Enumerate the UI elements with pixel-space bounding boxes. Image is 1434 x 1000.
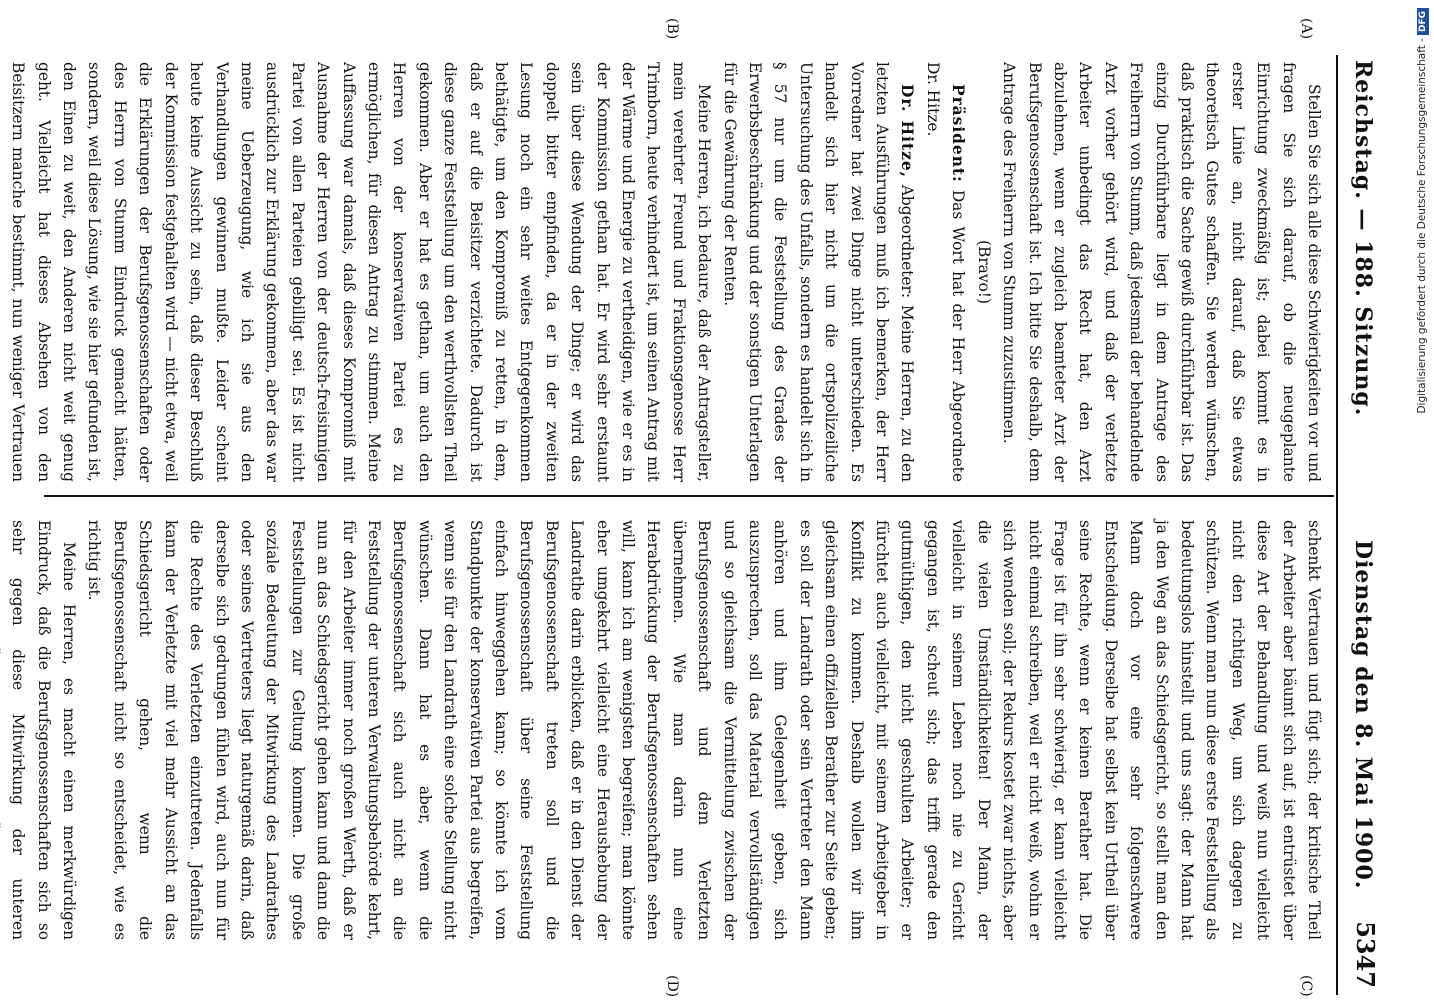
margin-marker-c: (C) — [1298, 975, 1314, 997]
paragraph-text: Das Wort hat der Herr Abgeordnete Dr. Hitze. — [923, 62, 968, 482]
paragraph: Meine Herren, ich bedaure, daß der Antragsteller, mein verehrter Freund und Fraktionsgenosse Herr Trimborn, heute verhindert ist, um seinen Antrag mit der Wärme und Energie zu vertheidigen, wie er es in der Kommission gethan hat. Er wird sehr erstaunt sein über diese Wendung der Dinge; er wird das doppelt bitter empfinden, da er in der zweiten Lesung noch ein sehr weites Entgegenkommen bethätigte, um den Kompromiß zu retten, in dem, daß er auf die Beisitzer verzichtete. Dadurch ist diese ganze Feststellung um den werthvollsten Theil gekommen. Aber er hat es gethan, um auch den Herren von der konservativen Partei es zu ermöglichen, für diesen Antrag zu stimmen. Meine Auffassung war damals, daß dieses Kompromiß mit Ausnahme der Herren von der deutsch-freisinnigen Partei von allen Parteien gebilligt sei. Es ist nicht ausdrücklich zur Erklärung gekommen, aber das war meine Ueberzeugung, wie ich sie aus den Verhandlungen gewinnen mußte. Leider scheint heute keine Aussicht zu sein, daß dieser Beschluß der Kommission festgehalten wird — nicht etwa, weil die Erklärungen der Berufsgenossenschaften oder des Herrn von Stumm Eindruck gemacht hätten, sondern, weil diese Lösung, wie sie hier gefunden ist, den Einen zu weit, den Anderen nicht weit genug geht. Vielleicht hat dieses Absehen von den Beisitzern manche bestimmt, nun weniger Vertrauen — [9, 62, 714, 482]
paragraph: Meine Herren, es macht einen merkwürdigen Eindruck, daß die Berufsgenossenschaften sich so sehr gegen diese Mitwirkung der unteren — [9, 520, 79, 940]
header-session: Reichstag. — 188. Sitzung. — [1350, 60, 1376, 417]
left-column — [0, 62, 1326, 482]
header-date: Dienstag den 8. Mai 1900. — [1350, 540, 1376, 890]
digitization-credit — [1414, 8, 1430, 992]
page-header — [1320, 0, 1410, 1000]
paragraph: Stellen Sie sich alle diese Schwierigkeiten vor und fragen Sie sich darauf, ob die neugeplante Einrichtung zweckmäßig ist; dabei kommt es in erster Linie an, nicht darauf, daß Sie etwas theoretisch Gutes schaffen. Sie werden wünschen, daß praktisch die Sache gewiß durchführbar ist. Das einzig Durchführbare liegt in dem Antrage des Freiherrn von Stumm, daß jedesmal der behandelnde Arzt vorher gehört wird, und daß der verletzte Arbeiter unbedingt das Recht hat, den Arzt abzulehnen, wenn er zugleich beamteter Arzt der Berufsgenossenschaft ist. Ich bitte Sie deshalb, dem Antrage des Freiherrn von Stumm zuzustimmen. — [1000, 62, 1323, 482]
speaker-name: Dr. Hitze, — [898, 84, 917, 179]
paragraph: schenkt Vertrauen und fügt sich; der kritische Theil der Arbeiter aber bäumt sich auf, ist entrüstet über diese Art der Behandlung und weiß nun vielleicht nicht den richtigen Weg, um sich dagegen zu schützen. Wenn man nun diese erste Feststellung als bedeutungslos hinstellt und uns sagt: der Mann hat ja den Weg an das Schiedsgericht, so stellt man den Mann doch vor eine sehr folgenschwere Entscheidung. Derselbe hat selbst kein Urtheil über seine Rechte, wenn er keinen Berather hat. Die Frage ist für ihn sehr schwierig, er kann vielleicht nicht einmal schreiben, weil er nicht weiß, wohin er sich wenden soll; der Rekurs kostet zwar nichts, aber die vielen Umständlichkeiten! Der Mann, der vielleicht in seinem Leben noch nie zu Gericht gegangen ist, scheut sich; das trifft gerade den gutmüthigen, den nicht geschulten Arbeiter; er fürchtet auch vielleicht, mit seinem Arbeitgeber in Konflikt zu kommen. Deshalb wollen wir ihm gleichsam einen offiziellen Berather zur Seite geben; es soll der Landrath oder sein Vertreter den Mann anhören und ihm Gelegenheit geben, sich auszusprechen, soll das Material vervollständigen und so gleichsam die Vermittelung zwischen der Berufsgenossenschaft und dem Verletzten übernehmen. Wie man darin nun eine Herabdrückung der Berufsgenossenschaften sehen will, kann ich am wenigsten begreifen; man könnte eher umgekehrt vielleicht eine Heraushebung der Landrathe darin erblicken, daß er in den Dienst der Berufsgenossenschaft treten soll und die Berufsgenossenschaft über seine Feststellung einfach hinweggehen kann; so könnte ich vom Standpunkte der konservativen Partei aus begreifen, wenn sie für den Landrath eine solche Stellung nicht wünschen. Dann hat es aber, wenn die Berufsgenossenschaft sich auch nicht an die Feststellung der unteren Verwaltungsbehörde kehrt, für den Arbeiter immer noch großen Werth, daß er nun an das Schiedsgericht gehen kann und dann die Feststellungen zur Geltung kommen. Die große soziale Bedeutung der Mitwirkung des Landrathes oder seines Vertreters liegt naturgemäß darin, daß derselbe sich gedrungen fühlen wird, auch nun für die Rechte des Verletzten einzutreten. Jedenfalls kann der Verletzte mit viel mehr Aussicht an das Schiedsgericht gehen, wenn die Berufsgenossenschaft nicht so entscheidet, wie es richtig ist. — [85, 520, 1323, 940]
margin-marker-a: (A) — [1298, 18, 1314, 40]
column-divider — [44, 495, 1334, 497]
credit-text: Digitalisierung gefördert durch die Deutsche Forschungsgemeinschaft - — [1416, 38, 1428, 414]
president-paragraph — [920, 62, 971, 482]
speaker-name: Präsident: — [949, 84, 968, 183]
margin-marker-b: (B) — [664, 18, 680, 40]
margin-marker-d: (D) — [664, 975, 680, 998]
page-number: 5347 — [1351, 921, 1380, 988]
dfg-logo: DFG — [1417, 8, 1429, 35]
speaker-paragraph — [716, 62, 919, 482]
header-rule — [1336, 55, 1338, 995]
paragraph-text: Abgeordneter: Meine Herren, zu den letzten Ausführungen muß ich bemerken, der Herr Vorredner hat zwei Dinge nicht unterschieden. Es handelt sich hier nicht um die ortspolizeiliche Untersuchung des Unfalls, sondern es handelt sich in § 57 nur um die Feststellung des Grades der Erwerbsbeschränkung und der sonstigen Unterlagen für die Gewährung der Renten. — [720, 62, 917, 482]
applause-note: (Bravo!) — [974, 240, 993, 304]
credit-line — [1414, 8, 1430, 992]
right-column — [0, 520, 1326, 940]
